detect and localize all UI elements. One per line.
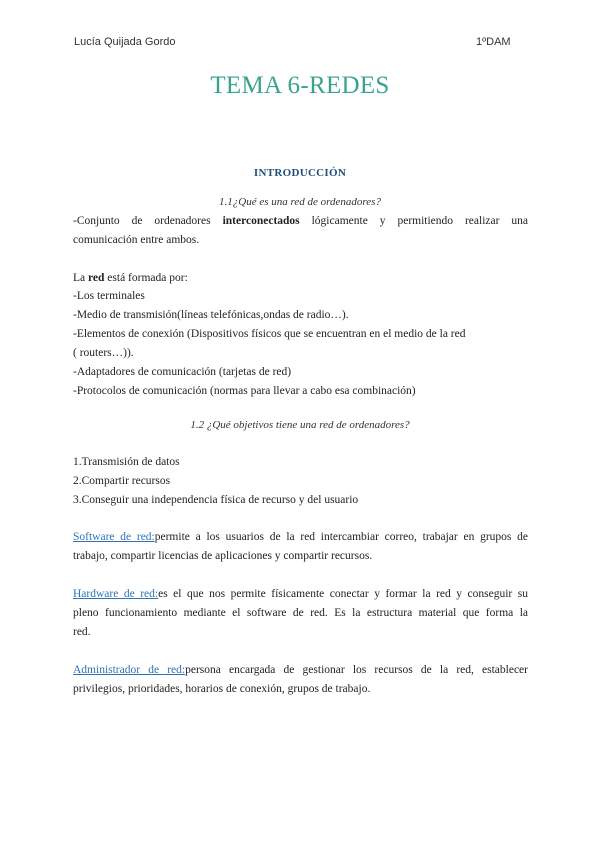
- header-author: Lucía Quijada Gordo: [74, 36, 176, 48]
- component-item: -Medio de transmisión(líneas telefónicas,ondas de radio…).: [73, 309, 349, 321]
- header-course: 1ºDAM: [476, 36, 511, 48]
- hardware-line-2: pleno funcionamiento mediante el software de red. Es la estructura material que forma la: [73, 607, 528, 619]
- software-de-red-link[interactable]: Software de red:: [73, 531, 155, 543]
- component-item: -Adaptadores de comunicación (tarjetas de red): [73, 366, 292, 378]
- component-item: -Elementos de conexión (Dispositivos físicos que se encuentran en el medio de la red: [73, 328, 466, 340]
- objective-item: 3.Conseguir una independencia física de recurso y del usuario: [73, 494, 359, 506]
- hardware-text: es el que nos permite físicamente conectar y formar la red y conseguir su: [158, 588, 528, 600]
- software-line-1: [73, 531, 528, 543]
- admin-line-2: privilegios, prioridades, horarios de conexión, grupos de trabajo.: [73, 683, 371, 695]
- definition-line-2: comunicación entre ambos.: [73, 234, 200, 246]
- page-title: TEMA 6-REDES: [210, 72, 390, 99]
- red-text-pre: La: [73, 272, 86, 284]
- component-item: -Los terminales: [73, 290, 145, 302]
- software-text: permite a los usuarios de la red intercambiar correo, trabajar en grupos de: [154, 531, 528, 543]
- hardware-line-1: [73, 588, 528, 600]
- admin-line-1: [73, 664, 528, 676]
- definition-text-pre: -Conjunto de ordenadores: [73, 215, 211, 227]
- red-bold-term: red: [88, 272, 105, 284]
- component-item: ( routers…)).: [73, 347, 134, 359]
- red-text-post: está formada por:: [107, 272, 188, 284]
- definition-text-post: lógicamente y permitiendo realizar una: [311, 215, 529, 227]
- question-1-1: 1.1¿Qué es una red de ordenadores?: [219, 196, 381, 208]
- red-formada-line: [73, 272, 188, 284]
- hardware-de-red-link[interactable]: Hardware de red:: [73, 588, 159, 600]
- hardware-line-3: red.: [73, 626, 91, 638]
- software-line-2: trabajo, compartir licencias de aplicaciones y compartir recursos.: [73, 550, 373, 562]
- definition-line-1: [73, 215, 528, 227]
- question-1-2: 1.2 ¿Qué objetivos tiene una red de ordenadores?: [190, 419, 410, 431]
- administrador-de-red-link[interactable]: Administrador de red:: [73, 664, 186, 676]
- section-heading-introduccion: INTRODUCCIÓN: [253, 167, 347, 179]
- component-item: -Protocolos de comunicación (normas para llevar a cabo esa combinación): [73, 385, 416, 397]
- objective-item: 1.Transmisión de datos: [73, 456, 180, 468]
- objective-item: 2.Compartir recursos: [73, 475, 171, 487]
- admin-text: persona encargada de gestionar los recursos de la red, establecer: [185, 664, 528, 676]
- definition-bold-term: interconectados: [222, 215, 300, 227]
